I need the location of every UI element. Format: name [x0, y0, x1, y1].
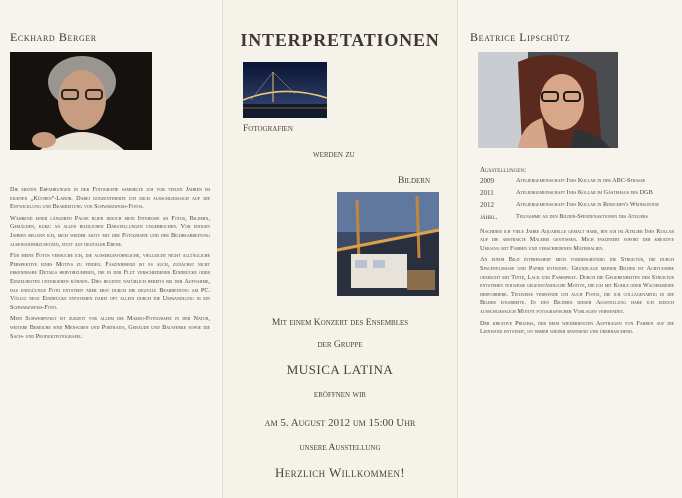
- exhibition-title: INTERPRETATIONEN: [240, 30, 440, 50]
- portrait-berger: [10, 52, 152, 150]
- lipschuetz-paragraph: Nachdem ich viele Jahre Aquarelle gemalt habe, bin ich im Atelier Ines Kollar auf die abstrakte Malerei gestossen. Mich fasziniert sofort der kreative Umgang mit Farben und verschiedenen Materialien.: [480, 227, 674, 252]
- lipschuetz-paragraph: An einem Bild interessiert mich vordergründig die Struktur, die durch Spachtelmasse und Papier entsteht. Grundlage meiner Bilder ist Acrylfarbe gemischt mit Tinte, Lack und Farbspray. Durch die Gegebenheiten der Struktur entstehen teilweise gegenständliche Motive, die ich mit Kohle oder Wachskreide hervorhebe. Teilweise verwende ich auch Fotos, die ich collagenartig in die Bilder einarbeite. In den Bildern dieser Ausstellung habe ich jedoch ausschliesslich Motive fotografischer Vorlagen verwendet.: [480, 256, 674, 315]
- concert-line-3: eröffnen wir: [313, 390, 367, 400]
- portrait-lipschuetz-image: [478, 52, 618, 148]
- exhibition-year: 2012: [480, 200, 494, 209]
- welcome-line: Herzlich Willkommen!: [275, 465, 405, 480]
- painting-image: [337, 192, 439, 296]
- exhibition-row: [480, 189, 674, 198]
- opening-date: am 5. August 2012 um 15:00 Uhr: [264, 417, 416, 429]
- berger-paragraph: Für meine Fotos versuche ich, die aussergewöhnliche, vielleicht nicht alltägliche Perspektive eines Motivs zu finden. Faszinierend ist es auch, zunächst nicht erkennbare Details hervorzuheben, die in der Flut verschiedener Eindrücke oder Einzelheiten untergehen können. Dies beginnt natürlich bereits bei der Aufnahme, das endgültige Foto entsteht aber erst durch die digitale Bearbeitung am PC. Völlig neue Eindrücke entstehen dabei oft allein durch die Umwandlung in ein Schwarzweiss-Foto.: [10, 252, 210, 311]
- portrait-berger-image: [10, 52, 152, 150]
- exhibition-row: [480, 213, 674, 222]
- exhibitions-label: Ausstellungen:: [480, 166, 526, 174]
- word-bildern: Bildern: [398, 176, 430, 186]
- exhibition-desc: Ateliergemeinschaft Ines Kollar im Gästehaus des DGB: [516, 188, 653, 196]
- berger-bio: [10, 186, 210, 344]
- bridge-image: [243, 62, 327, 118]
- concert-line-2: der Gruppe: [317, 340, 363, 350]
- concert-line-4: unsere Ausstellung: [299, 443, 381, 453]
- artist-name-lipschuetz: Beatrice Lipschütz: [470, 30, 571, 44]
- exhibition-desc: Ateliergemeinschaft Ines Kollar in Rindchen's Weinkontor: [516, 200, 659, 208]
- exhibition-year: 2011: [480, 188, 494, 197]
- exhibition-desc: Ateliergemeinschaft Ines Kollar in der ABC-Strasse: [516, 176, 646, 184]
- berger-paragraph: Die ersten Erfahrungen in der Fotografie sammelte ich vor vielen Jahren im eigenen „Küchen“-Labor. Dabei konzentrierte ich mich ausschliesslich auf die Entwicklung und Bearbeitung von Schwarzweiss-Fotos.: [10, 186, 210, 211]
- portrait-lipschuetz: [478, 52, 618, 148]
- berger-paragraph: Während einer längeren Pause blieb jedoch mein Interesse an Fotos, Bildern, Gemälden, kurz: an allen bildlichen Darstellungen ungebrochen. Vor einigen Jahren begann ich, mich wieder aktiv mit der Fotografie und der Bildbearbeitung auseinanderzusetzen, jetzt auf digitaler Ebene.: [10, 214, 210, 248]
- concert-line-1: Mit einem Konzert des Ensembles: [271, 318, 409, 328]
- photo-bridge-night: [243, 62, 327, 118]
- lipschuetz-bio: [480, 166, 674, 340]
- ensemble-name: MUSICA LATINA: [286, 362, 394, 377]
- artist-name-berger: Eckhard Berger: [10, 30, 97, 44]
- word-werden-zu: werden zu: [313, 150, 355, 160]
- exhibition-row: [480, 201, 674, 210]
- exhibition-desc: Teilnahme an den Bilder-Spendenaktionen des Ateliers: [516, 212, 648, 220]
- exhibition-year: jährl.: [480, 212, 498, 221]
- exhibition-year: 2009: [480, 176, 494, 185]
- lipschuetz-paragraph: Der kreative Prozess, der beim wiederholten Auftragen von Farben auf die Leinwand entsteht, ist immer wieder spannend und überraschend.: [480, 319, 674, 336]
- berger-paragraph: Mein Schwerpunkt ist zurzeit vor allem die Makro-Fotografie in der Natur, weitere Bereiche sind Menschen und Portraits, Gebäude und Bauwerke sowie die Sach- und Produktfotografie.: [10, 315, 210, 340]
- painting-bridge: [337, 192, 439, 296]
- word-fotografien: Fotografien: [243, 124, 293, 134]
- exhibition-row: [480, 177, 674, 186]
